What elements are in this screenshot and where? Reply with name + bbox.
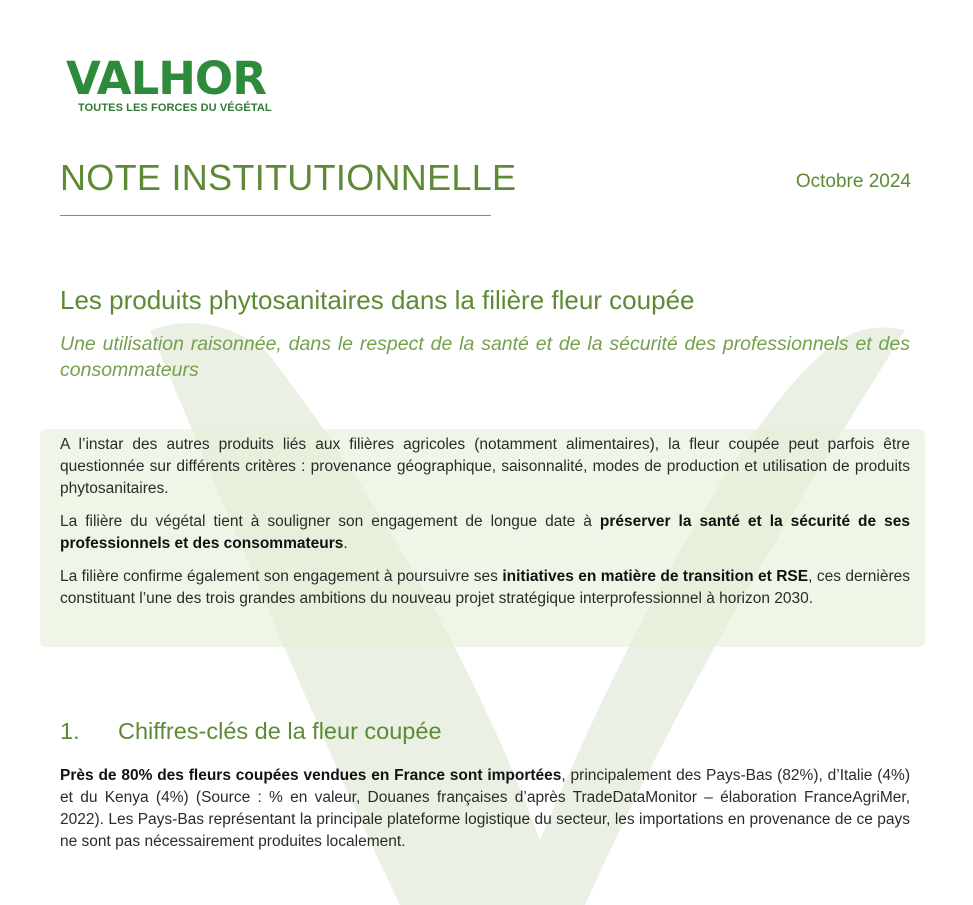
intro-p2-end: . <box>343 535 348 552</box>
section-1-heading <box>60 716 920 746</box>
intro-paragraph-3 <box>60 566 910 610</box>
intro-p3-end: , ces dernières constituant l’une des trois grandes ambitions du nouveau projet stratégique interprofessionnel à horizon 2030. <box>60 568 911 607</box>
page-title: Les produits phytosanitaires dans la filière fleur coupée <box>60 285 695 315</box>
intro-text <box>60 434 910 621</box>
heading-underline <box>60 215 491 216</box>
section-1-paragraph <box>60 765 910 853</box>
section-1-number: 1. <box>60 718 80 744</box>
logo-wordmark: VALHOR <box>66 52 266 105</box>
section-1-emphasis: Près de 80% des fleurs coupées vendues en France sont importées <box>60 767 562 784</box>
document-type-heading: NOTE INSTITUTIONNELLE <box>60 157 517 198</box>
logo-tagline: TOUTES LES FORCES DU VÉGÉTAL <box>78 102 272 114</box>
intro-p3-text: La filière confirme également son engagement à poursuivre ses <box>60 568 503 585</box>
document-date: Octobre 2024 <box>795 171 911 192</box>
valhor-logo <box>66 52 272 114</box>
section-1-title: Chiffres-clés de la fleur coupée <box>118 718 442 744</box>
section-1-text: , principalement des Pays-Bas (82%), d’Italie (4%) et du Kenya (4%) (Source : % en valeur, Douanes françaises d’après TradeDataMonitor – élaboration FranceAgriMer, 2022). Les Pays-Bas représentant la principale plateforme logistique du secteur, les importations en provenance de ce pays ne sont pas nécessairement produites localement. <box>60 767 910 850</box>
intro-paragraph-1: A l’instar des autres produits liés aux filières agricoles (notamment alimentaires), la fleur coupée peut parfois être questionnée sur différents critères : provenance géographique, saisonnalité, modes de production et utilisation de produits phytosanitaires. <box>60 436 910 497</box>
intro-p2-emphasis: préserver la santé et la sécurité de ses professionnels et des consommateurs <box>60 513 910 552</box>
intro-paragraph-2 <box>60 511 910 555</box>
page-subtitle: Une utilisation raisonnée, dans le respect de la santé et de la sécurité des professionnels et des consommateurs <box>60 333 910 381</box>
intro-p3-emphasis: initiatives en matière de transition et RSE <box>502 568 809 585</box>
intro-p2-text: La filière du végétal tient à souligner son engagement de longue date à <box>60 513 600 530</box>
